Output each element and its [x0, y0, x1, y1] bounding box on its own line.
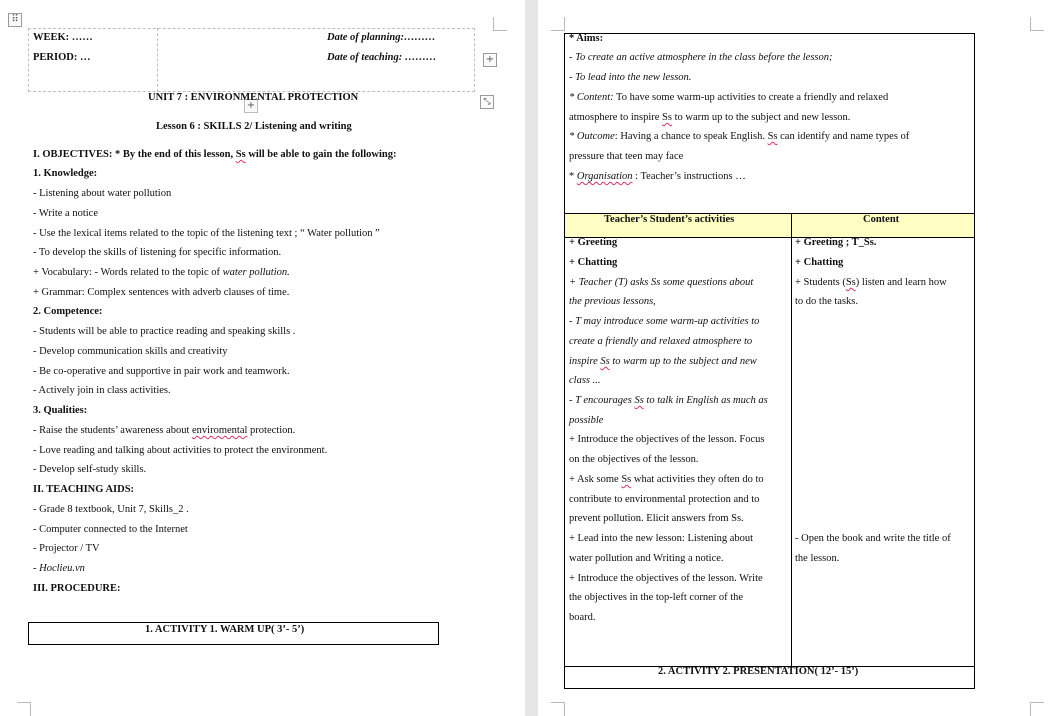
knowledge-item: - Use the lexical items related to the topic of the listening text ; “ Water pollution ” [33, 228, 380, 239]
competence-item: - Be co-operative and supportive in pair work and teamwork. [33, 366, 290, 377]
activity-line: + Ask some Ss what activities they often do to [569, 474, 764, 485]
activity-line: prevent pollution. Elicit answers from Ss. [569, 513, 744, 524]
teaching-aid-item: - Hoclieu.vn [33, 563, 85, 574]
grammar-line: + Grammar: Complex sentences with adverb clauses of time. [33, 287, 290, 298]
week-label: WEEK: …… [33, 32, 93, 43]
knowledge-item: - Listening about water pollution [33, 188, 172, 199]
margin-corner-mark [1030, 17, 1044, 31]
header-table-divider [157, 28, 158, 92]
greeting-label: + Greeting [569, 237, 618, 248]
activity-line: on the objectives of the lesson. [569, 454, 699, 465]
outcome-line: pressure that teen may face [569, 151, 684, 162]
teaching-aid-item: - Computer connected to the Internet [33, 524, 188, 535]
knowledge-heading: 1. Knowledge: [33, 168, 98, 179]
margin-corner-mark [551, 17, 565, 31]
competence-item: - Develop communication skills and creativity [33, 346, 228, 357]
aims-item: - To lead into the new lesson. [569, 72, 692, 83]
qualities-item: - Develop self-study skills. [33, 464, 147, 475]
activity-line: the objectives in the top-left corner of the [569, 592, 744, 603]
table-header-content: Content [863, 214, 900, 225]
activity-line: board. [569, 612, 596, 623]
table-rule [564, 237, 975, 238]
competence-item: - Actively join in class activities. [33, 385, 171, 396]
content-greeting: + Greeting ; T_Ss. [795, 237, 877, 248]
activity-line: create a friendly and relaxed atmosphere to [569, 336, 753, 347]
table-move-handle-icon[interactable]: ⠿ [8, 13, 22, 27]
objectives-heading: I. OBJECTIVES: * By the end of this lesson, Ss will be able to gain the following: [33, 149, 397, 160]
teaching-aid-item: - Grade 8 textbook, Unit 7, Skills_2 . [33, 504, 189, 515]
period-label: PERIOD: … [33, 52, 91, 63]
content-line: the lesson. [795, 553, 840, 564]
organisation-line: * Organisation : Teacher’s instructions … [569, 171, 746, 182]
table-header-activities: Teacher’s Student’s activities [604, 214, 735, 225]
document-page-right [538, 0, 1049, 716]
activity-line: - T may introduce some warm-up activities to [569, 316, 760, 327]
knowledge-item: - To develop the skills of listening for specific information. [33, 247, 282, 258]
activity-line: + Introduce the objectives of the lesson. Write [569, 573, 763, 584]
activity-line: + Lead into the new lesson: Listening about [569, 533, 754, 544]
qualities-item: - Love reading and talking about activities to protect the environment. [33, 445, 328, 456]
content-line: to do the tasks. [795, 296, 858, 307]
activity-line: - T encourages Ss to talk in English as much as [569, 395, 768, 406]
aims-heading: * Aims: [569, 33, 604, 44]
activity-line: inspire Ss to warm up to the subject and new [569, 356, 757, 367]
activity-line: class ... [569, 375, 601, 386]
knowledge-item: - Write a notice [33, 208, 98, 219]
competence-heading: 2. Competence: [33, 306, 103, 317]
margin-corner-mark [17, 702, 31, 716]
activity-line: possible [569, 415, 604, 426]
vocabulary-line: + Vocabulary: - Words related to the topic of water pollution. [33, 267, 290, 278]
procedure-heading: III. PROCEDURE: [33, 583, 121, 594]
add-row-icon[interactable]: + [244, 99, 258, 113]
aims-item: - To create an active atmosphere in the class before the lesson; [569, 52, 833, 63]
unit-title: UNIT 7 : ENVIRONMENTAL PROTECTION [148, 92, 359, 103]
competence-item: - Students will be able to practice reading and speaking skills . [33, 326, 296, 337]
activity-line: + Teacher (T) asks Ss some questions about [569, 277, 754, 288]
content-line: - Open the book and write the title of [795, 533, 951, 544]
date-of-planning: Date of planning:……… [327, 32, 436, 43]
table-column-divider [791, 213, 792, 666]
table-resize-icon[interactable]: ⤡ [480, 95, 494, 109]
content-line: atmosphere to inspire Ss to warm up to the subject and new lesson. [569, 112, 851, 123]
date-of-teaching: Date of teaching: ……… [327, 52, 437, 63]
qualities-item: - Raise the students’ awareness about enviromental protection. [33, 425, 296, 436]
activity-line: contribute to environmental protection and to [569, 494, 760, 505]
margin-corner-mark [551, 702, 565, 716]
activity-1-title: 1. ACTIVITY 1. WARM UP( 3’- 5’) [145, 624, 305, 635]
content-line: * Content: To have some warm-up activities to create a friendly and relaxed [569, 92, 889, 103]
teaching-aid-item: - Projector / TV [33, 543, 100, 554]
teaching-aids-heading: II. TEACHING AIDS: [33, 484, 135, 495]
activity-line: water pollution and Writing a notice. [569, 553, 724, 564]
lesson-title: Lesson 6 : SKILLS 2/ Listening and writing [156, 121, 352, 132]
margin-corner-mark [1030, 702, 1044, 716]
content-chatting: + Chatting [795, 257, 844, 268]
add-column-icon[interactable]: + [483, 53, 497, 67]
chatting-label: + Chatting [569, 257, 618, 268]
outcome-line: * Outcome: Having a chance to speak English. Ss can identify and name types of [569, 131, 910, 142]
activity-line: + Introduce the objectives of the lesson. Focus [569, 434, 765, 445]
activity-line: the previous lessons, [569, 296, 656, 307]
margin-corner-mark [493, 17, 507, 31]
activity-2-title: 2. ACTIVITY 2. PRESENTATION( 12’- 15’) [658, 666, 859, 677]
content-line: + Students (Ss) listen and learn how [795, 277, 947, 288]
qualities-heading: 3. Qualities: [33, 405, 88, 416]
